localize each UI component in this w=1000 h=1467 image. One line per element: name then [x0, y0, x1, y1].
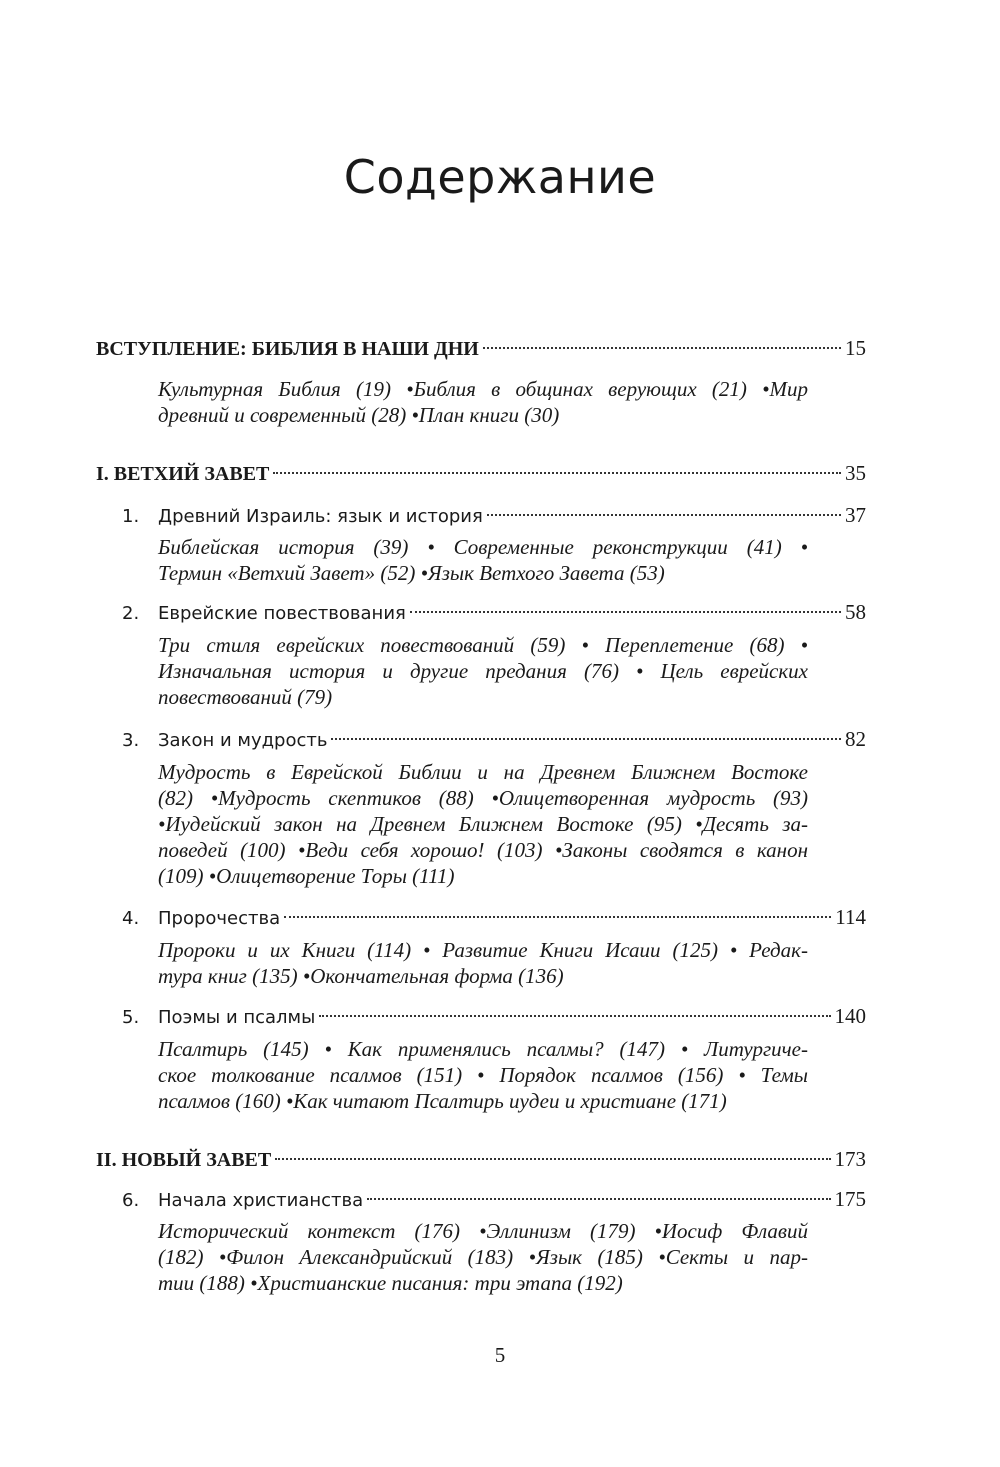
summary-line: древний и современный (28) •План книги (30)	[158, 403, 560, 427]
chapter-number: 4.	[122, 908, 140, 929]
summary-line: Библейская история (39) • Современные реконструкции (41) •	[158, 535, 808, 559]
toc-entry-page: 58	[845, 600, 866, 624]
toc-part-1[interactable]	[96, 459, 866, 487]
summary-line: ское толкование псалмов (151) • Порядок псалмов (156) • Темы	[158, 1063, 808, 1087]
toc-entry-label: Начала христианства	[158, 1190, 364, 1211]
toc-entry-label: Закон и мудрость	[158, 730, 328, 751]
summary-line: тии (188) •Христианские писания: три этапа (192)	[158, 1271, 623, 1295]
toc-entry-intro[interactable]	[96, 334, 866, 362]
toc-entry-label: I. ВЕТХИЙ ЗАВЕТ	[96, 463, 270, 485]
toc-entry-summary	[158, 632, 808, 710]
summary-line: (109) •Олицетворение Торы (111)	[158, 864, 455, 888]
toc-entry-page: 15	[845, 336, 866, 360]
summary-line: (182) •Филон Александрийский (183) •Язык (185) •Секты и пар-	[158, 1245, 808, 1269]
toc-chapter-5[interactable]	[122, 1002, 866, 1030]
toc-chapter-4[interactable]	[122, 903, 866, 931]
toc-entry-page: 140	[834, 1004, 866, 1028]
chapter-number: 6.	[122, 1190, 140, 1211]
dot-leader	[319, 1015, 830, 1017]
dot-leader	[483, 347, 841, 349]
toc-entry-summary	[158, 376, 808, 428]
toc-chapter-2[interactable]	[122, 598, 866, 626]
chapter-number: 5.	[122, 1007, 140, 1028]
toc-entry-page: 37	[845, 503, 866, 527]
summary-line: Пророки и их Книги (114) • Развитие Книги Исаии (125) • Редак-	[158, 938, 808, 962]
dot-leader	[275, 1158, 830, 1160]
dot-leader	[487, 514, 841, 516]
dot-leader	[284, 916, 831, 918]
toc-chapter-3[interactable]	[122, 725, 866, 753]
summary-line: поведей (100) •Веди себя хорошо! (103) •Законы сводятся в канон	[158, 838, 808, 862]
dot-leader	[331, 738, 841, 740]
toc-entry-label: Еврейские повествования	[158, 603, 406, 624]
toc-entry-summary	[158, 1036, 808, 1114]
toc-entry-label: Древний Израиль: язык и история	[158, 506, 483, 527]
toc-chapter-1[interactable]	[122, 501, 866, 529]
dot-leader	[273, 472, 841, 474]
toc-chapter-6[interactable]	[122, 1185, 866, 1213]
dot-leader	[367, 1198, 830, 1200]
summary-line: (82) •Мудрость скептиков (88) •Олицетворенная мудрость (93)	[158, 786, 808, 810]
page-number: 5	[494, 1343, 506, 1367]
dot-leader	[410, 611, 841, 613]
toc-part-2[interactable]	[96, 1145, 866, 1173]
toc-entry-page: 175	[834, 1187, 866, 1211]
summary-line: Три стиля еврейских повествований (59) • Переплетение (68) •	[158, 633, 808, 657]
summary-line: Мудрость в Еврейской Библии и на Древнем Ближнем Востоке	[158, 760, 808, 784]
toc-entry-label: Поэмы и псалмы	[158, 1007, 316, 1028]
chapter-number: 1.	[122, 506, 140, 527]
summary-line: Изначальная история и другие предания (76) • Цель еврейских	[158, 659, 808, 683]
toc-entry-page: 173	[834, 1147, 866, 1171]
summary-line: Исторический контекст (176) •Эллинизм (179) •Иосиф Флавий	[158, 1219, 808, 1243]
chapter-number: 3.	[122, 730, 140, 751]
toc-entry-summary	[158, 1218, 808, 1296]
toc-entry-summary	[158, 937, 808, 989]
toc-entry-page: 114	[835, 905, 866, 929]
toc-entry-page: 82	[845, 727, 866, 751]
toc-entry-summary	[158, 534, 808, 586]
summary-line: тура книг (135) •Окончательная форма (136)	[158, 964, 564, 988]
summary-line: Псалтирь (145) • Как применялись псалмы? (147) • Литургиче-	[158, 1037, 808, 1061]
page-title: Содержание	[343, 150, 657, 204]
summary-line: •Иудейский закон на Древнем Ближнем Востоке (95) •Десять за-	[158, 812, 808, 836]
chapter-number: 2.	[122, 603, 140, 624]
toc-entry-label: ВСТУПЛЕНИЕ: БИБЛИЯ В НАШИ ДНИ	[96, 338, 479, 360]
toc-entry-page: 35	[845, 461, 866, 485]
toc-entry-summary	[158, 759, 808, 889]
toc-entry-label: Пророчества	[158, 908, 281, 929]
toc-entry-label: II. НОВЫЙ ЗАВЕТ	[96, 1149, 272, 1171]
summary-line: псалмов (160) •Как читают Псалтирь иудеи и христиане (171)	[158, 1089, 727, 1113]
summary-line: Термин «Ветхий Завет» (52) •Язык Ветхого Завета (53)	[158, 561, 665, 585]
summary-line: повествований (79)	[158, 685, 333, 709]
summary-line: Культурная Библия (19) •Библия в общинах верующих (21) •Мир	[158, 377, 808, 401]
